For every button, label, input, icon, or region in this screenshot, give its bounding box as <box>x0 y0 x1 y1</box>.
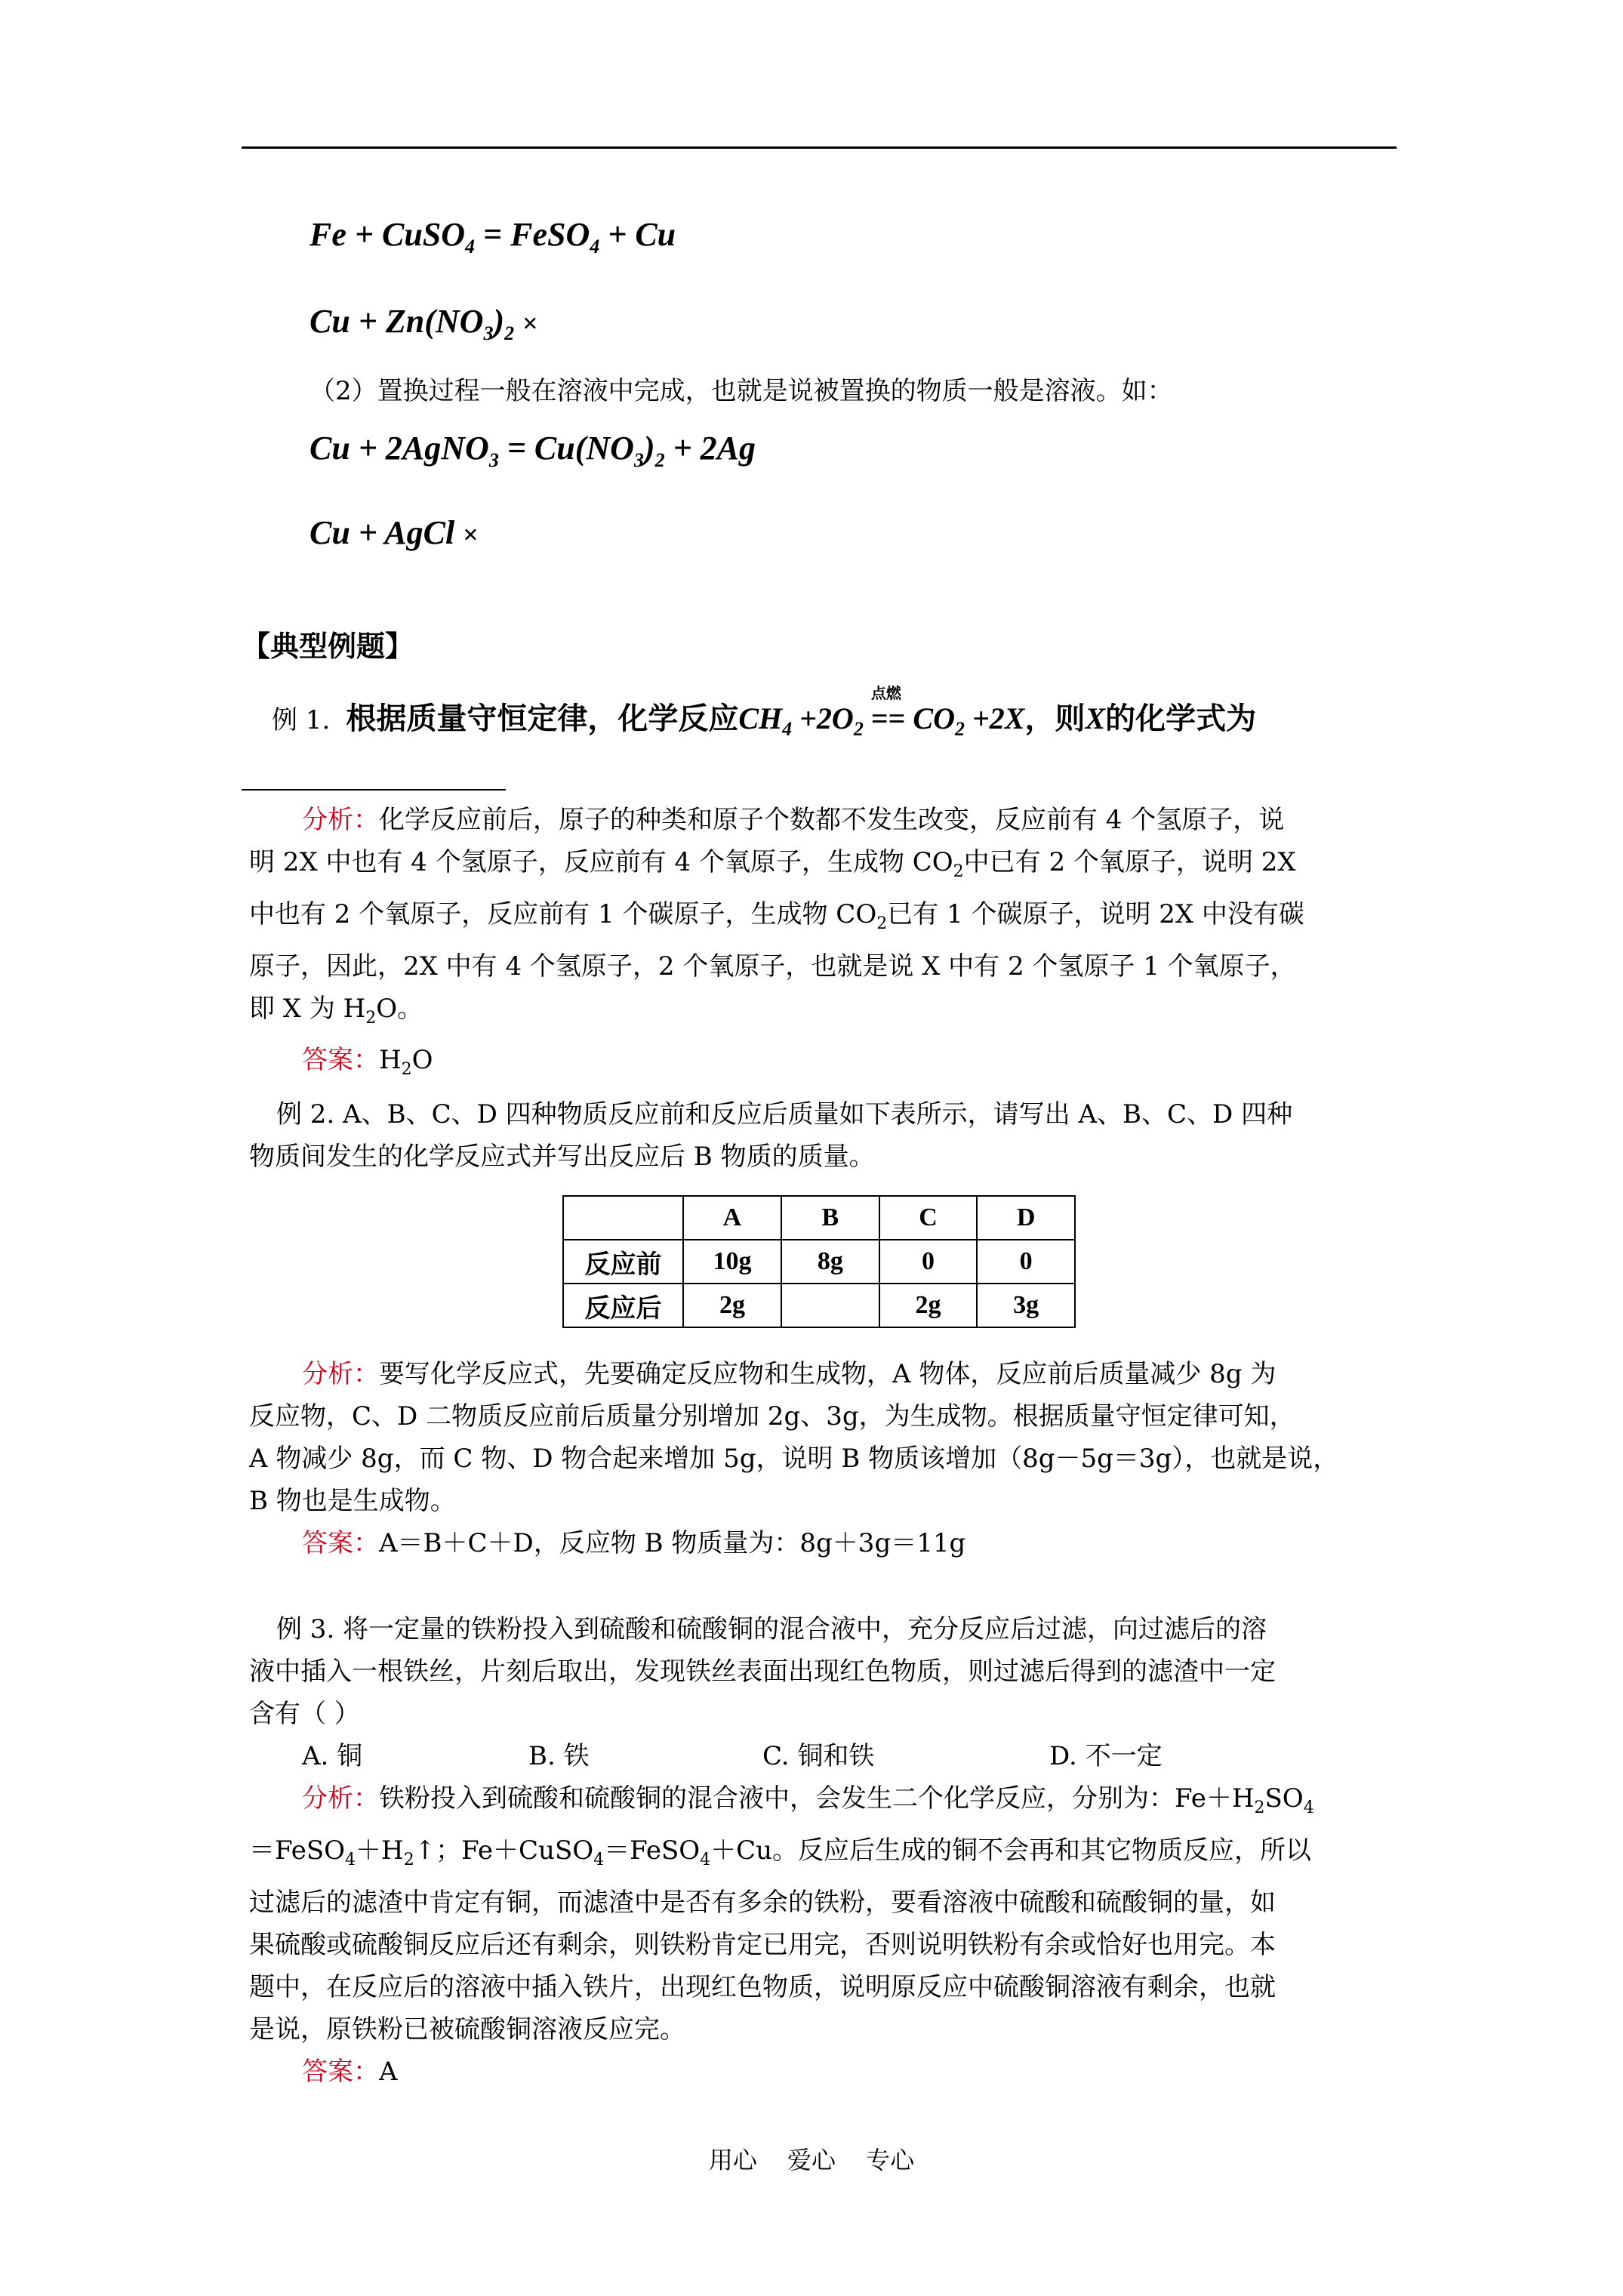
table-cell: 8g <box>781 1240 879 1284</box>
answer-blank-rule <box>242 789 506 791</box>
example-1-analysis: 分析：化学反应前后，原子的种类和原子个数都不发生改变，反应前有 4 个氢原子，说 明 2X 中也有 4 个氢原子，反应前有 4 个氧原子，生成物 $CO_2$中已有 2 个氧原子，说明 2X 中也有 2 个氧原子，反应前有 1 个碳原子，生成物 $CO_2$已有 1 个碳原子，说明 2X 中没有碳 原子，因此，2X 中有 4 个氢原子，2 个氧原子，也就是说 X 中有 2 个氢原子 1 个氧原子， 即 X 为 $H_2O$。 答案：$H_2O$ <box>249 805 1304 1080</box>
note-2: （2）置换过程一般在溶液中完成，也就是说被置换的物质一般是溶液。如： <box>310 376 1173 406</box>
table-cell <box>563 1196 683 1240</box>
table-cell: D <box>977 1196 1075 1240</box>
table-cell: 反应后 <box>563 1284 683 1327</box>
table-cell <box>781 1284 879 1327</box>
mass-table <box>562 1195 1076 1328</box>
header-rule <box>242 146 1397 149</box>
choice-c[interactable]: C. 铜和铁 <box>762 1741 875 1771</box>
table-cell: 2g <box>879 1284 978 1327</box>
choice-b[interactable]: B. 铁 <box>528 1741 590 1771</box>
formula-4: Cu + AgCl × <box>310 514 479 551</box>
section-title: 【典型例题】 <box>242 629 414 663</box>
choice-d[interactable]: D. 不一定 <box>1049 1741 1163 1771</box>
table-cell: 反应前 <box>563 1240 683 1284</box>
table-cell: B <box>781 1196 879 1240</box>
example-2-analysis: 分析：要写化学反应式，先要确定反应物和生成物，A 物体，反应前后质量减少 8g 为 反应物，C、D 二物质反应前后质量分别增加 2g、3g，为生成物。根据质量守恒定律可知， A 物减少 8g，而 C 物、D 物合起来增加 5g，说明 B 物质该增加（8g－5g＝3g），也就是说， B 物也是生成物。 答案：A＝B＋C＋D，反应物 B 物质量为：8g＋3g＝11g <box>249 1359 1339 1558</box>
formula-3: Cu + 2AgNO$_3$ = $Cu(NO_3)_2 + 2Ag$ <box>310 430 756 471</box>
example-2-question: 例 2. A、B、C、D 四种物质反应前和反应后质量如下表所示，请写出 A、B、C、D 四种 物质间发生的化学反应式并写出反应后 B 物质的质量。 <box>249 1099 1293 1172</box>
formula-1: Fe + CuSO$_4$ = FeSO$_4$ + Cu <box>310 216 676 257</box>
example-3-question: 例 3. 将一定量的铁粉投入到硫酸和硫酸铜的混合液中，充分反应后过滤，向过滤后的溶 液中插入一根铁丝，片刻后取出，发现铁丝表面出现红色物质，则过滤后得到的滤渣中一定 含有（ ） <box>249 1614 1276 1729</box>
page-footer: 用心 爱心 专心 <box>708 2146 915 2174</box>
table-cell: 0 <box>879 1240 978 1284</box>
table-cell: C <box>879 1196 978 1240</box>
table-header-row <box>563 1196 1075 1240</box>
table-row <box>563 1240 1075 1284</box>
table-cell: 3g <box>977 1284 1075 1327</box>
table-row <box>563 1284 1075 1327</box>
formula-2: $Cu + Zn(NO_3)_2$ × <box>310 303 538 344</box>
example-1-question: 例 1. 根据质量守恒定律，化学反应$CH_4 +2O_2$ 点燃 == $CO_2 +2X$，则X的化学式为 <box>272 686 1257 740</box>
table-cell: A <box>683 1196 781 1240</box>
table-cell: 10g <box>683 1240 781 1284</box>
example-3-analysis: 分析：铁粉投入到硫酸和硫酸铜的混合液中，会发生二个化学反应，分别为：$Fe+H_2SO_4$ $=FeSO_4+H_2↑$；Fe＋CuSO$_4$＝FeSO$_4$＋Cu。反应后生成的铜不会再和其它物质反应，所以 过滤后的滤渣中肯定有铜，而滤渣中是否有多余的铁粉，要看溶液中硫酸和硫酸铜的量，如 果硫酸或硫酸铜反应后还有剩余，则铁粉肯定已用完，否则说明铁粉有余或恰好也用完。本 题中，在反应后的溶液中插入铁片，出现红色物质，说明原反应中硫酸铜溶液有剩余，也就 是说，原铁粉已被硫酸铜溶液反应完。 答案：A <box>249 1783 1314 2087</box>
table-cell: 0 <box>977 1240 1075 1284</box>
table-cell: 2g <box>683 1284 781 1327</box>
choice-a[interactable]: A. 铜 <box>302 1741 363 1771</box>
